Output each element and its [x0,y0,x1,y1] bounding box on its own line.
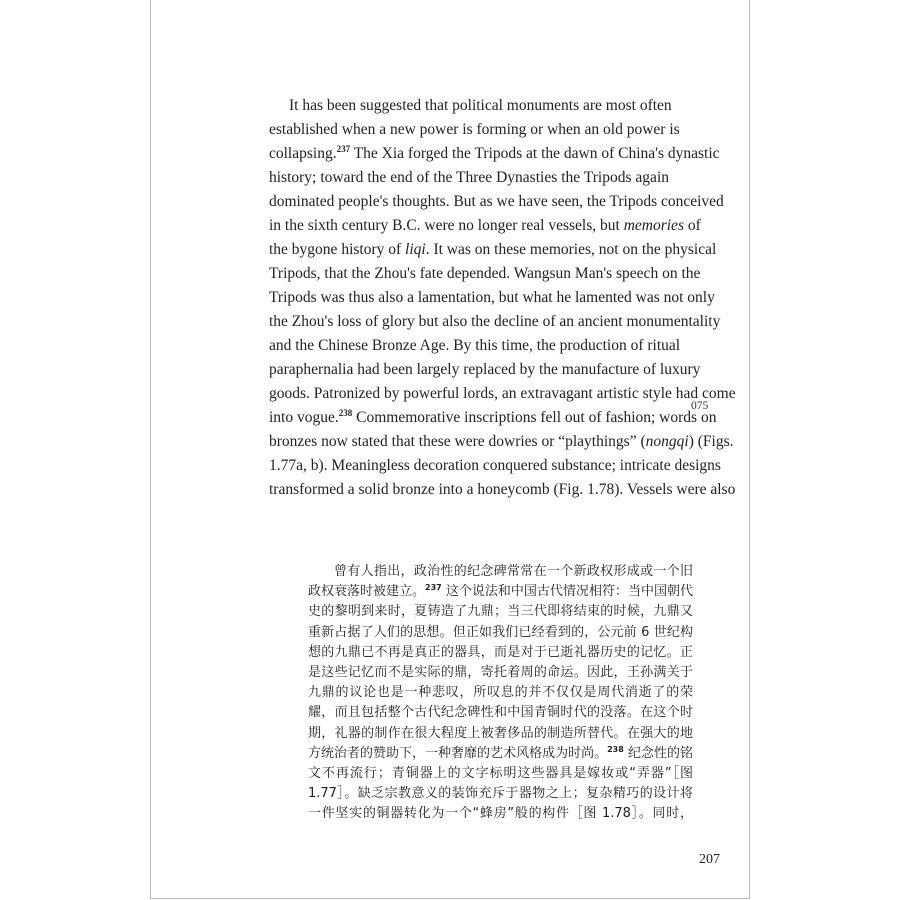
text-line: transformed a solid bronze into a honeycomb (Fig. 1.78). Vessels were also [269,481,736,498]
text-line: the Zhou's loss of glory but also the decline of an ancient monumentality [269,313,721,330]
text-line: 耀，而且包括整个古代纪念碑性和中国青铜时代的没落。在这个时 [308,705,693,721]
page-number: 207 [699,852,720,867]
margin-page-reference: 075 [691,400,709,412]
text-line: dominated people's thoughts. But as we have seen, the Tripods conceived [269,193,724,210]
footnote-ref-237: 237 [425,583,442,593]
chinese-paragraph [308,562,693,824]
text-line: Tripods was thus also a lamentation, but what he lamented was not only [269,289,715,306]
text-line: and the Chinese Bronze Age. By this time, the production of ritual [269,337,681,354]
text-line: the bygone history of liqi. It was on these memories, not on the physical [269,241,717,258]
text-line: 曾有人指出，政治性的纪念碑常常在一个新政权形成或一个旧 [334,564,693,579]
text-line: Tripods, that the Zhou's fate depended. Wangsun Man's speech on the [269,265,701,282]
text-line: 1.77a, b). Meaningless decoration conquered substance; intricate designs [269,457,721,474]
footnote-ref-237: 237 [336,144,351,154]
text-line: 九鼎的议论也是一种悲叹，所叹息的并不仅仅是周代消逝了的荣 [308,685,693,701]
text-line: It has been suggested that political monuments are most often [289,97,672,114]
text-line: 政权衰落时被建立。$^{237}$ 这个说法和中国古代情况相符：当中国朝代 [308,583,693,600]
text-line: 是这些记忆而不是实际的鼎，寄托着周的命运。因此，王孙满关于 [308,664,693,680]
text-line: 期，礼器的制作在很大程度上被奢侈品的制造所替代。在强大的地 [308,725,693,741]
text-line: 方统治者的赞助下，一种奢靡的艺术风格成为时尚。$^{238}$ 纪念性的铭 [308,744,693,761]
text-line: into vogue.$^{238}$ Commemorative inscriptions fell out of fashion; words on [269,408,717,426]
text-line: bronzes now stated that these were dowries or “playthings” (nongqi) (Figs. [269,433,734,450]
text-line: in the sixth century B.C. were no longer real vessels, but memories of [269,217,701,234]
footnote-ref-238: 238 [607,744,624,754]
text-line: 想的九鼎已不再是真正的器具，而是对于已逝礼器历史的记忆。正 [308,644,693,660]
text-line: 重新占据了人们的思想。但正如我们已经看到的，公元前 6 世纪构 [308,624,693,640]
footnote-ref-238: 238 [338,408,353,418]
book-page [150,0,750,899]
text-line: 1.77］。缺乏宗教意义的装饰充斥于器物之上；复杂精巧的设计将 [308,786,693,802]
text-line: established when a new power is forming or when an old power is [269,121,680,138]
text-line: 一件坚实的铜器转化为一个“蜂房”般的构件［图 1.78］。同时， [308,806,693,822]
text-line: 文不再流行；青铜器上的文字标明这些器具是嫁妆或“弄器”［图 [308,765,693,781]
text-line: goods. Patronized by powerful lords, an extravagant artistic style had come [269,385,736,402]
text-line: 史的黎明到来时，夏铸造了九鼎；当三代即将结束的时候，九鼎又 [308,604,693,620]
text-line: history; toward the end of the Three Dynasties the Tripods again [269,169,669,186]
text-line: collapsing.$^{237}$ The Xia forged the Tripods at the dawn of China's dynastic [269,144,720,162]
text-line: paraphernalia had been largely replaced by the manufacture of luxury [269,361,701,378]
